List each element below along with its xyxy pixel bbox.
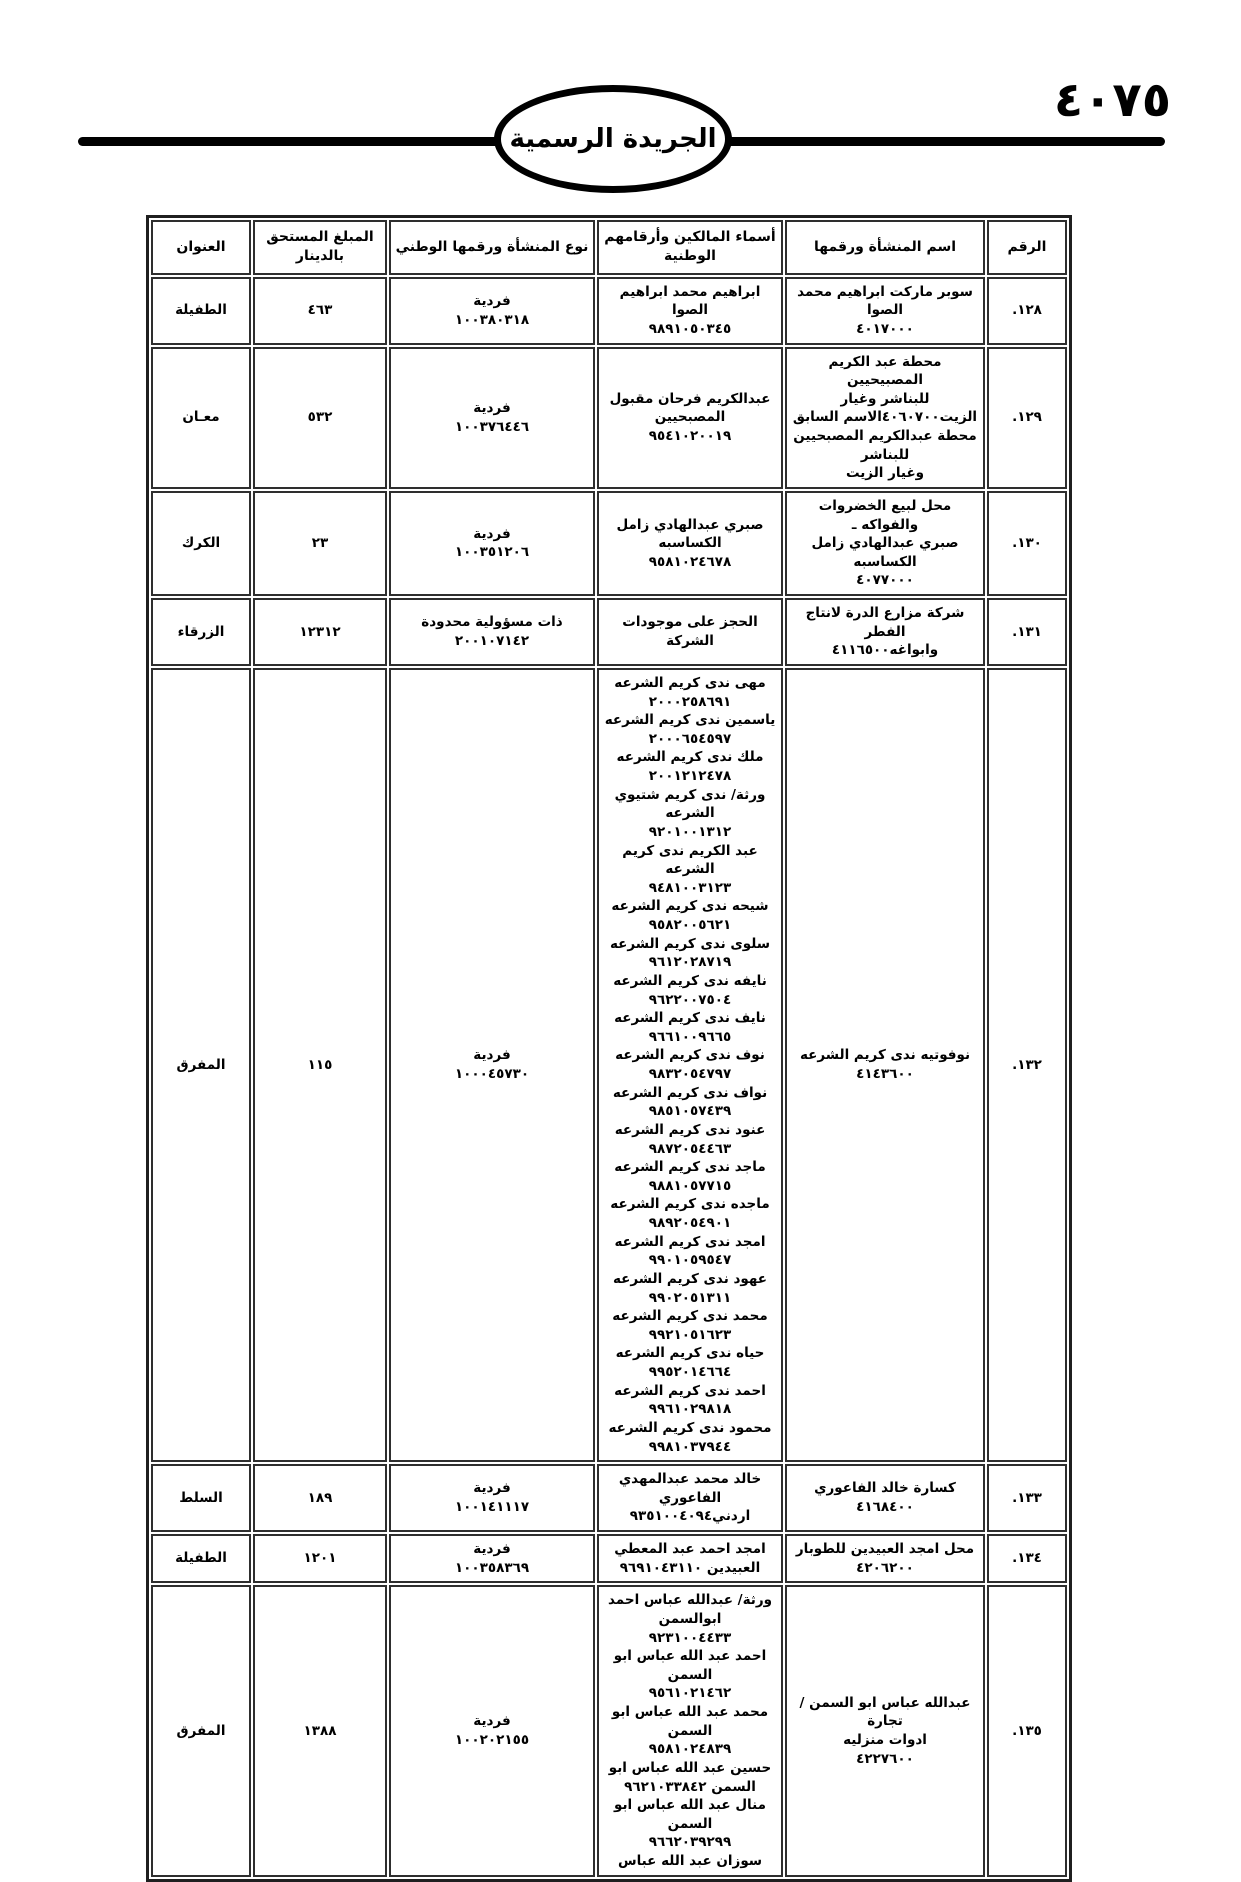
cell-line: ٩٨٨١٠٥٧٧١٥ — [648, 1177, 732, 1194]
cell-line: حسين عبد الله عباس ابو — [608, 1759, 772, 1776]
cell-line: ٩٥٦١٠٢١٤٦٢ — [648, 1685, 732, 1702]
cell-line: ٩٩٠٢٠٥١٣١١ — [648, 1289, 732, 1306]
cell-owners — [597, 347, 783, 489]
cell-number — [987, 491, 1067, 596]
cell-line: محمد عبد الله عباس ابو السمن — [611, 1704, 769, 1739]
cell-line: العبيدين ٩٦٩١٠٤٣١١٠ — [619, 1559, 761, 1576]
cell-line: خالد محمد عبدالمهدي الفاعوري — [618, 1471, 762, 1506]
cell-line: ١٣٨٨ — [303, 1722, 337, 1739]
cell-line: معـان — [182, 409, 220, 426]
col-address: العنوان — [151, 220, 251, 275]
cell-line: فردية — [473, 1713, 511, 1730]
cell-line: ١٣٢. — [1012, 1056, 1042, 1073]
cell-establishment-name — [785, 1534, 985, 1583]
cell-line: ٢٠٠٠٦٥٤٥٩٧ — [648, 730, 732, 747]
cell-line: ١٠٠٢٠٢١٥٥ — [454, 1731, 530, 1748]
cell-line: صبري عبدالهادي زامل الكساسبه — [811, 535, 959, 570]
table-row — [151, 1534, 1067, 1583]
cell-line: ١٠٠٣٧٦٤٤٦ — [454, 418, 530, 435]
cell-type — [389, 598, 595, 666]
cell-line: ورثة/ عبدالله عباس احمد — [607, 1592, 772, 1609]
cell-line: ٩٢٣١٠٠٤٤٣٣ — [648, 1629, 732, 1646]
cell-line: ابوالسمن — [658, 1610, 722, 1627]
cell-line: وغيار الزيت — [845, 465, 925, 482]
cell-line: ٩٨٩١٠٥٠٣٤٥ — [648, 320, 732, 337]
table-row — [151, 1464, 1067, 1532]
cell-line: ٤١٦٨٤٠٠ — [856, 1499, 914, 1516]
cell-line: ٩٩٥٢٠١٤٦٦٤ — [648, 1364, 732, 1380]
cell-line: السمن ٩٦٢١٠٣٣٨٤٢ — [624, 1778, 756, 1795]
cell-type — [389, 1534, 595, 1583]
cell-line: للبناشر وغيار — [840, 390, 930, 407]
cell-line: عهود ندى كريم الشرعه — [612, 1270, 767, 1287]
cell-address — [151, 1464, 251, 1532]
cell-number — [987, 277, 1067, 345]
cell-line: ٥٣٢ — [307, 409, 333, 426]
cell-line: ماجده ندى كريم الشرعه — [610, 1196, 770, 1213]
cell-owners — [597, 598, 783, 666]
cell-line: عنود ندى كريم الشرعه — [614, 1121, 766, 1138]
cell-line: فردية — [473, 1541, 511, 1557]
cell-line: ٩٨٩٢٠٥٤٩٠١ — [648, 1215, 732, 1231]
cell-line: محمد ندى كريم الشرعه — [612, 1308, 768, 1325]
cell-type — [389, 347, 595, 489]
cell-line: الشرعه — [665, 805, 715, 822]
cell-line: عبدالكريم فرحان مقبول — [609, 390, 771, 407]
cell-owners — [597, 277, 783, 345]
cell-line: ١٣٠. — [1012, 535, 1042, 552]
cell-owners — [597, 491, 783, 596]
cell-line: ماجد ندى كريم الشرعه — [614, 1159, 766, 1176]
cell-line: ٩٦٢٢٠٠٧٥٠٤ — [648, 991, 732, 1008]
cell-line: ٩٦٦٢٠٣٩٢٩٩ — [648, 1834, 732, 1851]
col-number: الرقم — [987, 220, 1067, 275]
gazette-title-seal — [494, 85, 732, 193]
cell-line: محمود ندى كريم الشرعه — [608, 1419, 772, 1436]
cell-line: محل لبيع الخضروات والفواكه ـ — [818, 497, 952, 533]
cell-line: ٤٢٢٧٦٠٠ — [856, 1750, 914, 1767]
cell-number — [987, 347, 1067, 489]
cell-type — [389, 668, 595, 1462]
cell-type — [389, 491, 595, 596]
cell-amount — [253, 598, 387, 666]
cell-line: فردية — [473, 292, 511, 309]
records-table — [146, 215, 1072, 1882]
cell-line: ٢٠٠٠٢٥٨٦٩١ — [648, 693, 732, 710]
cell-establishment-name — [785, 598, 985, 666]
cell-line: الزرقاء — [177, 623, 225, 640]
cell-line: ٩٥٨١٠٢٤٦٧٨ — [648, 553, 732, 570]
cell-line: كسارة خالد الفاعوري — [814, 1480, 956, 1497]
cell-amount — [253, 1464, 387, 1532]
cell-line: شركة مزارع الدرة لانتاج الفطر — [805, 605, 965, 640]
cell-line: ٤٦٣ — [307, 302, 333, 319]
cell-line: سلوى ندى كريم الشرعه — [609, 935, 771, 952]
cell-establishment-name — [785, 347, 985, 489]
cell-line: ١٠٠٣٥٨٣٦٩ — [454, 1559, 530, 1576]
page-number: ٤٠٧٥ — [1053, 72, 1171, 128]
cell-line: عبد الكريم ندى كريم الشرعه — [622, 842, 758, 878]
cell-amount — [253, 668, 387, 1462]
cell-line: محطة عبد الكريم المصبيحيين — [828, 353, 942, 389]
cell-line: المفرق — [176, 1056, 226, 1073]
cell-line: فردية — [473, 1480, 511, 1497]
cell-address — [151, 491, 251, 596]
cell-line: وابواغه٤١١٦٥٠٠ — [831, 642, 939, 659]
cell-line: ٩٤٨١٠٠٣١٢٣ — [648, 879, 732, 896]
table-row — [151, 668, 1067, 1462]
cell-line: ١٠٠٣٥١٢٠٦ — [454, 544, 530, 561]
cell-line: نايفه ندى كريم الشرعه — [613, 972, 767, 989]
cell-line: ٩٢٠١٠٠١٣١٢ — [648, 823, 732, 840]
cell-line: حياه ندى كريم الشرعه — [615, 1345, 765, 1362]
cell-number — [987, 1534, 1067, 1583]
cell-line: للبناشر — [860, 446, 910, 463]
cell-line: ملك ندى كريم الشرعه — [616, 749, 764, 766]
cell-line: ٤٠٧٧٠٠٠ — [856, 572, 914, 589]
cell-line: ٩٩٦١٠٢٩٨١٨ — [648, 1401, 732, 1418]
cell-amount — [253, 1585, 387, 1876]
cell-line: ١٠٠١٤١١١٧ — [454, 1499, 530, 1516]
cell-line: المصبحيين — [654, 409, 726, 426]
table-row — [151, 277, 1067, 345]
cell-line: ابراهيم محمد ابراهيم الصوا — [619, 283, 761, 319]
cell-line: ٢٠٠١٢١٢٤٧٨ — [648, 768, 732, 784]
cell-line: ٩٨٥١٠٥٧٤٣٩ — [648, 1103, 732, 1120]
cell-line: احمد ندى كريم الشرعه — [614, 1382, 766, 1399]
cell-line: نوف ندى كريم الشرعه — [615, 1047, 765, 1064]
cell-establishment-name — [785, 668, 985, 1462]
cell-line: سوزان عبد الله عباس — [617, 1853, 763, 1869]
cell-line: احمد عبد الله عباس ابو السمن — [613, 1648, 767, 1683]
cell-line: ١٠٠٣٨٠٣١٨ — [454, 311, 530, 328]
cell-number — [987, 1585, 1067, 1876]
cell-address — [151, 347, 251, 489]
cell-line: ٩٥٨٢٠٠٥٦٢١ — [648, 917, 732, 933]
cell-address — [151, 277, 251, 345]
cell-line: الطفيلة — [175, 1550, 227, 1567]
cell-line: منال عبد الله عباس ابو السمن — [614, 1797, 766, 1832]
cell-owners — [597, 668, 783, 1462]
table-row — [151, 491, 1067, 596]
cell-line: ٩٩٢١٠٥١٦٢٣ — [648, 1326, 732, 1343]
cell-line: صبري عبدالهادي زامل — [616, 516, 764, 533]
cell-line: الزيت٤٠٦٠٧٠٠الاسم السابق — [792, 409, 978, 426]
cell-line: فردية — [473, 525, 511, 542]
cell-line: الكساسبه — [658, 535, 722, 552]
cell-line: الكرك — [181, 535, 221, 552]
cell-line: ذات مسؤولية محدودة — [421, 614, 563, 631]
col-type: نوع المنشأة ورقمها الوطني — [389, 220, 595, 275]
cell-line: مهى ندى كريم الشرعه — [614, 674, 766, 691]
page-header — [0, 0, 1241, 215]
cell-line: ٩٨٧٢٠٥٤٤٦٣ — [648, 1140, 732, 1157]
cell-line: ٩٦١٢٠٢٨٧١٩ — [648, 954, 732, 971]
cell-line: السلط — [179, 1489, 223, 1506]
cell-number — [987, 668, 1067, 1462]
cell-line: نوفوتيه ندى كريم الشرعه — [799, 1047, 971, 1064]
col-owners: أسماء المالكين وأرقامهم الوطنية — [597, 220, 783, 275]
cell-line: الطفيلة — [175, 302, 227, 319]
cell-type — [389, 1464, 595, 1532]
cell-line: ٩٩٠١٠٥٩٥٤٧ — [648, 1252, 732, 1269]
cell-line: محطة عبدالكريم المصبحيين — [793, 428, 977, 444]
cell-line: نايف ندى كريم الشرعه — [614, 1010, 766, 1027]
cell-address — [151, 598, 251, 666]
cell-line: فردية — [473, 400, 511, 417]
cell-line: امجد ندى كريم الشرعه — [614, 1233, 766, 1250]
cell-line: المفرق — [176, 1722, 226, 1739]
table-row — [151, 347, 1067, 489]
cell-establishment-name — [785, 1585, 985, 1876]
cell-line: محل امجد العبيدين للطوبار — [795, 1541, 975, 1557]
cell-type — [389, 1585, 595, 1876]
cell-line: ١٣٣. — [1012, 1489, 1042, 1506]
cell-number — [987, 1464, 1067, 1532]
cell-line: ادوات منزليه — [843, 1731, 927, 1748]
gazette-title: الجريدة الرسمية — [509, 124, 717, 154]
cell-address — [151, 1585, 251, 1876]
table-header-row — [151, 220, 1067, 275]
cell-line: ٩٥٤١٠٢٠٠١٩ — [648, 428, 732, 444]
cell-line: ٩٥٨١٠٢٤٨٣٩ — [648, 1741, 732, 1758]
cell-line: ٤١٤٣٦٠٠ — [856, 1066, 914, 1082]
cell-line: ١١٥ — [307, 1056, 333, 1073]
cell-line: ٩٩٨١٠٣٧٩٤٤ — [648, 1438, 732, 1455]
cell-line: ١٢٣١٢ — [299, 623, 341, 640]
cell-line: ١٣٤. — [1012, 1550, 1042, 1567]
cell-establishment-name — [785, 1464, 985, 1532]
cell-line: ٢٠٠١٠٧١٤٢ — [454, 632, 530, 649]
cell-line: سوبر ماركت ابراهيم محمد الصوا — [797, 283, 973, 319]
cell-line: ١٣٥. — [1012, 1722, 1042, 1739]
cell-type — [389, 277, 595, 345]
cell-amount — [253, 347, 387, 489]
cell-line: ٢٣ — [311, 535, 329, 552]
cell-line: الحجز على موجودات الشركة — [622, 614, 758, 649]
table-row — [151, 598, 1067, 666]
cell-line: فردية — [473, 1047, 511, 1064]
cell-address — [151, 668, 251, 1462]
table-row — [151, 1585, 1067, 1876]
cell-owners — [597, 1534, 783, 1583]
cell-line: شيحه ندى كريم الشرعه — [611, 898, 769, 915]
cell-line: ٩٦٦١٠٠٩٦٦٥ — [648, 1028, 732, 1045]
cell-line: ١٣١. — [1012, 623, 1042, 640]
cell-line: عبدالله عباس ابو السمن /تجارة — [799, 1694, 971, 1730]
cell-line: ياسمين ندى كريم الشرعه — [604, 712, 776, 729]
cell-line: ١٠٠٠٤٥٧٣٠ — [454, 1066, 530, 1082]
table-body — [151, 277, 1067, 1877]
cell-line: امجد احمد عبد المعطي — [614, 1541, 766, 1557]
cell-line: نواف ندى كريم الشرعه — [612, 1084, 768, 1101]
cell-line: ١٢٩. — [1012, 409, 1042, 426]
cell-line: ١٨٩ — [307, 1489, 333, 1506]
cell-number — [987, 598, 1067, 666]
cell-establishment-name — [785, 491, 985, 596]
cell-line: ٤٢٠٦٢٠٠ — [856, 1559, 914, 1576]
cell-line: ١٢٨. — [1012, 302, 1042, 319]
cell-line: ١٢٠١ — [303, 1550, 337, 1567]
col-establishment-name: اسم المنشأة ورقمها — [785, 220, 985, 275]
cell-line: اردني٩٣٥١٠٠٤٠٩٤ — [629, 1508, 751, 1525]
cell-amount — [253, 277, 387, 345]
cell-line: ورثة/ ندى كريم شتيوي — [614, 786, 766, 803]
cell-amount — [253, 1534, 387, 1583]
cell-line: ٩٨٣٢٠٥٤٧٩٧ — [648, 1066, 732, 1082]
cell-line: ٤٠١٧٠٠٠ — [856, 320, 914, 337]
cell-amount — [253, 491, 387, 596]
cell-owners — [597, 1585, 783, 1876]
cell-address — [151, 1534, 251, 1583]
cell-owners — [597, 1464, 783, 1532]
col-amount: المبلغ المستحق بالدينار — [253, 220, 387, 275]
cell-establishment-name — [785, 277, 985, 345]
